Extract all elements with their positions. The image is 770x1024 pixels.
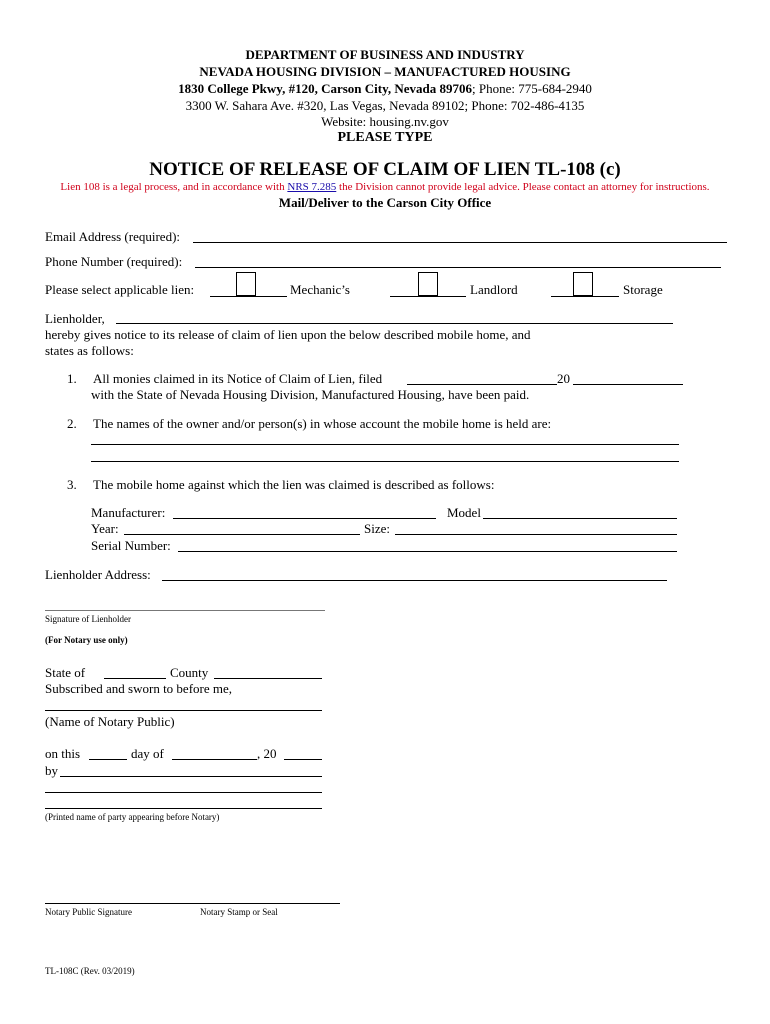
please-type: PLEASE TYPE [337, 130, 433, 145]
filed-date-field[interactable] [407, 384, 557, 385]
lienholder-address-field[interactable] [162, 580, 667, 581]
model-label: Model [447, 505, 481, 520]
form-title: NOTICE OF RELEASE OF CLAIM OF LIEN TL-108 (c) [149, 159, 621, 180]
lienholder-signature-label: Signature of Lienholder [45, 614, 131, 624]
on-this-label: on this [45, 746, 81, 761]
email-label: Email Address (required): [45, 229, 181, 244]
carson-city-phone: ; Phone: 775-684-2940 [472, 81, 592, 96]
model-field[interactable] [483, 518, 677, 519]
mechanics-option-label: Mechanic’s [290, 282, 350, 297]
nrs-link[interactable]: NRS 7.285 [287, 181, 337, 193]
item-1-number: 1. [67, 371, 77, 386]
notary-name-field[interactable] [45, 710, 322, 711]
item-2-number: 2. [67, 416, 77, 431]
manufacturer-label: Manufacturer: [91, 505, 166, 520]
phone-label: Phone Number (required): [45, 254, 183, 269]
item-3-text: The mobile home against which the lien was claimed is described as follows: [93, 477, 495, 492]
notary-signature-label: Notary Public Signature [45, 907, 132, 917]
notary-signature-line[interactable] [45, 903, 340, 904]
division-heading: NEVADA HOUSING DIVISION – MANUFACTURED HOUSING [199, 64, 571, 79]
landlord-option-label: Landlord [470, 282, 518, 297]
lienholder-field[interactable] [116, 323, 673, 324]
month-field[interactable] [172, 759, 257, 760]
item-2-text: The names of the owner and/or person(s) in whose account the mobile home is held are: [93, 416, 552, 431]
carson-city-address [0, 81, 770, 97]
storage-option-label: Storage [623, 282, 663, 297]
year-comma-label: , 20 [257, 746, 277, 761]
storage-checkbox[interactable] [573, 272, 593, 296]
printed-name-label: (Printed name of party appearing before Notary) [45, 812, 220, 822]
filed-year-field[interactable] [573, 384, 683, 385]
county-label: County [170, 665, 209, 680]
serial-number-field[interactable] [178, 551, 677, 552]
owner-names-line-1[interactable] [91, 444, 679, 445]
item-1-text: All monies claimed in its Notice of Claim of Lien, filed [93, 371, 383, 386]
state-of-label: State of [45, 665, 86, 680]
owner-names-line-2[interactable] [91, 461, 679, 462]
day-of-label: day of [131, 746, 164, 761]
department-heading: DEPARTMENT OF BUSINESS AND INDUSTRY [245, 47, 525, 62]
mechanics-checkbox[interactable] [236, 272, 256, 296]
email-field[interactable] [193, 242, 727, 243]
mechanics-underline [210, 296, 287, 297]
statement-line-2: states as follows: [45, 343, 134, 358]
website: Website: housing.nv.gov [321, 114, 449, 129]
notary-name-label: (Name of Notary Public) [45, 714, 175, 729]
lien-label: Please select applicable lien: [45, 282, 195, 297]
size-label: Size: [364, 521, 390, 536]
notary-stamp-label: Notary Stamp or Seal [200, 907, 278, 917]
year-field[interactable] [124, 534, 360, 535]
size-field[interactable] [395, 534, 677, 535]
form-revision-code: TL-108C (Rev. 03/2019) [45, 966, 135, 976]
day-number-field[interactable] [89, 759, 127, 760]
lienholder-label: Lienholder, [45, 311, 105, 326]
serial-number-label: Serial Number: [91, 538, 171, 553]
party-line-2[interactable] [45, 808, 322, 809]
county-field[interactable] [214, 678, 322, 679]
landlord-underline [390, 296, 466, 297]
year-label: Year: [91, 521, 119, 536]
party-line-1[interactable] [45, 792, 322, 793]
legal-notice [0, 181, 770, 193]
subscribed-sworn-text: Subscribed and sworn to before me, [45, 681, 233, 696]
legal-notice-before: Lien 108 is a legal process, and in accordance with [60, 181, 288, 193]
item-1-year-prefix: 20 [557, 371, 570, 386]
item-3-number: 3. [67, 477, 77, 492]
legal-notice-after: the Division cannot provide legal advice. Please contact an attorney for instructions. [336, 181, 710, 193]
storage-underline [551, 296, 619, 297]
statement-line-1: hereby gives notice to its release of claim of lien upon the below described mobile home, and [45, 327, 531, 342]
notary-use-only: (For Notary use only) [45, 635, 128, 645]
mail-deliver-heading: Mail/Deliver to the Carson City Office [278, 195, 492, 210]
item-1-line-2: with the State of Nevada Housing Division, Manufactured Housing, have been paid. [91, 387, 530, 402]
phone-field[interactable] [195, 267, 721, 268]
by-label: by [45, 763, 58, 778]
manufacturer-field[interactable] [173, 518, 436, 519]
landlord-checkbox[interactable] [418, 272, 438, 296]
lienholder-address-label: Lienholder Address: [45, 567, 151, 582]
lienholder-signature-line[interactable] [45, 610, 325, 611]
las-vegas-address: 3300 W. Sahara Ave. #320, Las Vegas, Nevada 89102; Phone: 702-486-4135 [185, 98, 585, 113]
notary-year-field[interactable] [284, 759, 322, 760]
state-field[interactable] [104, 678, 166, 679]
carson-city-address-bold: 1830 College Pkwy, #120, Carson City, Nevada 89706 [178, 81, 473, 96]
by-field[interactable] [60, 776, 322, 777]
